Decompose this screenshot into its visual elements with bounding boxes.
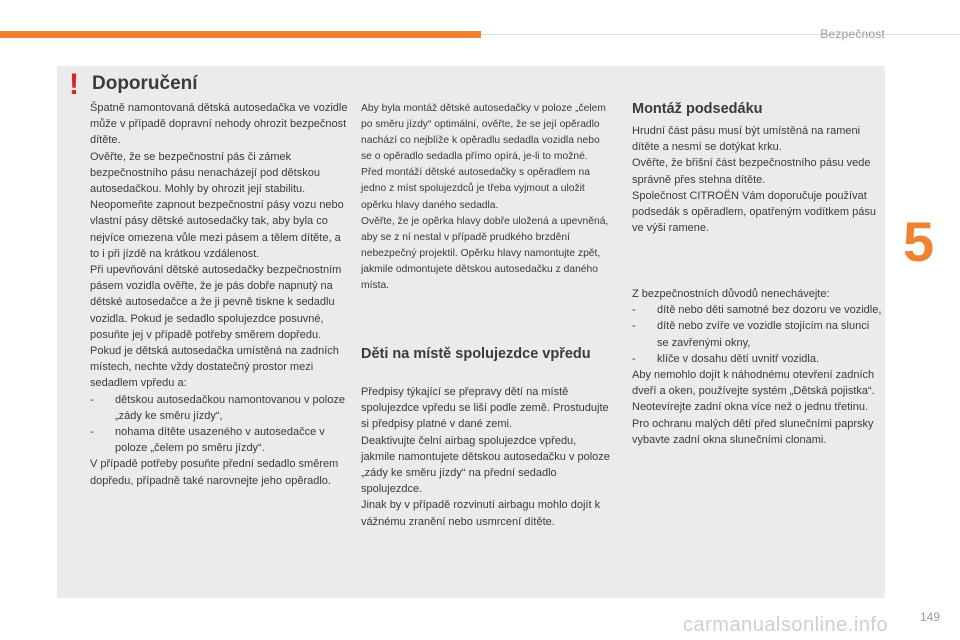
front-passenger-heading: Děti na místě spolujezdce vpředu	[361, 346, 591, 362]
list-item	[632, 351, 882, 367]
paragraph: Neopomeňte zapnout bezpečnostní pásy vozu nebo vlastní pásy dětské autosedačky tak, aby byla co nejvíce omezena vůle mezi pásem a tělem dítěte, a to i při jízdě na krátkou vzdálenost.	[90, 199, 344, 260]
list-dash: -	[90, 393, 94, 406]
list-dash: -	[632, 320, 636, 333]
paragraph: Jinak by v případě rozvinutí airbagu mohlo dojít k vážnému zranění nebo usmrcení dítěte.	[361, 499, 601, 528]
list-dash: -	[632, 304, 636, 317]
list-item-text: dětskou autosedačkou namontovanou v poloze „zády ke směru jízdy“,	[115, 393, 345, 422]
list-item-text: nohama dítěte usazeného v autosedačce v poloze „čelem po směru jízdy“.	[115, 426, 325, 455]
paragraph: Špatně namontovaná dětská autosedačka ve vozidle může v případě dopravní nehody ohrozit bezpečnost dítěte.	[90, 102, 348, 147]
list-item-text: dítě nebo děti samotné bez dozoru ve vozidle,	[657, 304, 882, 317]
booster-heading: Montáž podsedáku	[632, 101, 763, 117]
exclamation-icon: !	[69, 68, 79, 101]
paragraph: Ověřte, že je opěrka hlavy dobře uložená a upevněná, aby se z ní nestal v případě prudkého brzdění nebezpečný projektil. Opěrku hlavy namontujte zpět, jakmile odmontujete dětskou autosedačku z daného místa.	[361, 215, 609, 292]
paragraph: Společnost CITROËN Vám doporučuje používat podsedák s opěradlem, opatřeným vodítkem pásu ve výši ramene.	[632, 189, 876, 235]
paragraph: Z bezpečnostních důvodů nenechávejte:	[632, 288, 830, 300]
panel-title: Doporučení	[92, 73, 198, 94]
list-item	[90, 392, 352, 424]
list-dash: -	[90, 426, 94, 439]
paragraph: Aby byla montáž dětské autosedačky v poloze „čelem po směru jízdy“ optimální, ověřte, že se její opěradlo nachází co nejblíže k opěradlu sedadla vozidla nebo se o opěradlo sedadla přímo opírá, je-li to možné.	[361, 103, 606, 163]
page-number: 149	[919, 610, 940, 624]
left-column	[90, 100, 352, 489]
paragraph: Při upevňování dětské autosedačky bezpečnostním pásem vozidla ověřte, že je pás dobře napnutý na dětské autosedačce a že ji pevně tiskne k sedadlu vozidla. Pokud je sedadlo spolujezdce posuvné, posuňte jej v případě potřeby směrem dopředu.	[90, 264, 342, 341]
list-item-text: dítě nebo zvíře ve vozidle stojícím na slunci se zavřenými okny,	[657, 320, 870, 349]
paragraph: Hrudní část pásu musí být umístěná na rameni dítěte a nesmí se dotýkat krku.	[632, 125, 861, 154]
list-item	[632, 318, 882, 350]
paragraph: Ověřte, že břišní část bezpečnostního pásu vede správně přes stehna dítěte.	[632, 157, 871, 186]
paragraph: V případě potřeby posuňte přední sedadlo směrem dopředu, případně také narovnejte jeho opěradlo.	[90, 458, 339, 487]
list-item	[632, 302, 882, 318]
paragraph: Neotevírejte zadní okna více než o jednu třetinu.	[632, 401, 869, 414]
paragraph: Deaktivujte čelní airbag spolujezdce vpředu, jakmile namontujete dětskou autosedačku v poloze „zády ke směru jízdy“ na přední sedadlo spolujezdce.	[361, 434, 610, 496]
paragraph: Předpisy týkající se přepravy dětí na místě spolujezdce vpředu se liší podle země. Prostudujte si předpisy platné v dané zemi.	[361, 386, 609, 431]
paragraph: Aby nemohlo dojít k náhodnému otevření zadních dveří a oken, používejte systém „Dětská pojistka“.	[632, 369, 875, 398]
header-divider	[481, 34, 960, 35]
list-item	[90, 424, 352, 456]
safety-section	[632, 286, 882, 448]
list-item-text: klíče v dosahu dětí uvnitř vozidla.	[657, 352, 820, 365]
watermark: carmanualsonline.info	[683, 614, 889, 636]
chapter-number: 5	[903, 210, 935, 273]
middle-column	[361, 101, 611, 294]
list-dash: -	[632, 352, 636, 365]
paragraph: Pro ochranu malých dětí před slunečními paprsky vybavte zadní okna slunečními clonami.	[632, 417, 874, 446]
paragraph: Pokud je dětská autosedačka umístěná na zadních místech, nechte vždy dostatečný prostor mezi sedadlem vpředu a:	[90, 345, 339, 390]
booster-section	[632, 123, 882, 236]
paragraph: Ověřte, že se bezpečnostní pás či zámek bezpečnostního pásu nenacházejí pod dětskou autosedačkou. Mohly by ohrozit její stabilitu.	[90, 150, 320, 196]
front-passenger-section	[361, 384, 611, 530]
paragraph: Před montáží dětské autosedačky s opěradlem na jedno z míst spolujezdců je třeba vyjmout a uložit opěrku hlavy daného sedadla.	[361, 167, 590, 211]
section-title: Bezpečnost	[820, 27, 885, 41]
header-accent-bar	[0, 31, 481, 38]
